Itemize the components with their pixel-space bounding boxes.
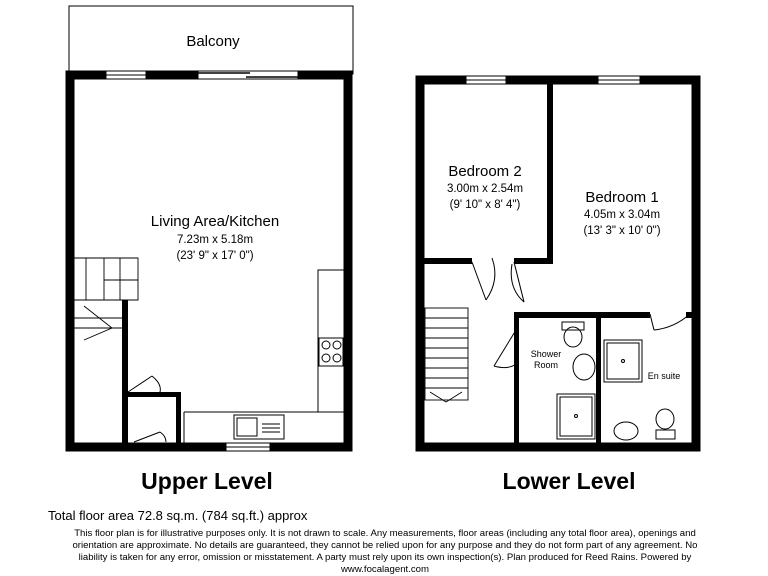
shower-room-label: Room [533,360,559,370]
bedroom-wall [514,258,553,264]
door [134,432,166,442]
disclaimer-line: This floor plan is for illustrative purposes only. It is not drawn to scale. Any measurements, floor areas (including any total floor area), openings and [74,528,696,539]
window [598,76,640,84]
stair-wall [122,300,128,446]
door [511,262,524,302]
balcony-label: Balcony [186,33,240,50]
door [472,258,495,300]
window [226,443,270,451]
disclaimer-link[interactable]: www.focalagent.com [341,564,429,575]
bedroom1-metric: 4.05m x 3.04m [583,209,661,221]
disclaimer-line: liability is taken for any error, omission or misstatement. A party must rely upon its own inspection(s). Plan produced for Reed Rains. Powered by [78,552,692,563]
shower-tray [604,340,642,382]
ensuite-wall [596,318,601,443]
bedroom-wall [547,84,553,262]
ensuite-label: En suite [647,371,681,381]
bedroom1-imperial: (13' 3" x 10' 0") [583,225,661,237]
living-room-metric: 7.23m x 5.18m [176,234,254,246]
shower-room-wall [514,312,650,318]
window [466,76,506,84]
toilet [562,322,584,347]
door [128,376,160,392]
hob [319,338,343,366]
bedroom2-name: Bedroom 2 [448,163,522,180]
living-room-imperial: (23' 9" x 17' 0") [176,250,254,262]
sink [234,415,284,439]
upper-level-title: Upper Level [141,468,273,494]
window [106,71,146,79]
shower-room-wall [514,318,519,443]
bedroom2-metric: 3.00m x 2.54m [446,183,524,195]
upper-level-plan [69,6,353,494]
door [650,314,690,330]
sliding-door [198,71,298,79]
bedroom1-name: Bedroom 1 [585,189,659,206]
bedroom-wall [424,258,472,264]
bedroom2-imperial: (9' 10" x 8' 4") [449,199,521,211]
lower-level-plan [420,76,696,494]
total-area: Total floor area 72.8 sq.m. (784 sq.ft.) approx [48,508,308,523]
door [494,330,516,368]
toilet [656,409,675,439]
lower-level-title: Lower Level [502,468,636,494]
staircase [425,308,468,402]
shower-tray [557,394,595,439]
shower-room-label: Shower [530,349,562,359]
disclaimer [40,528,730,576]
washbasin [573,354,595,380]
staircase [74,258,138,340]
kitchen-counter [184,270,344,443]
stair-wall [176,392,181,446]
living-room-name: Living Area/Kitchen [150,213,280,230]
disclaimer-line: orientation are approximate. No details are guaranteed, they cannot be relied upon for any purpose and they do not form part of any agreement. No [72,540,698,551]
washbasin [614,422,638,440]
stair-wall [128,392,180,397]
